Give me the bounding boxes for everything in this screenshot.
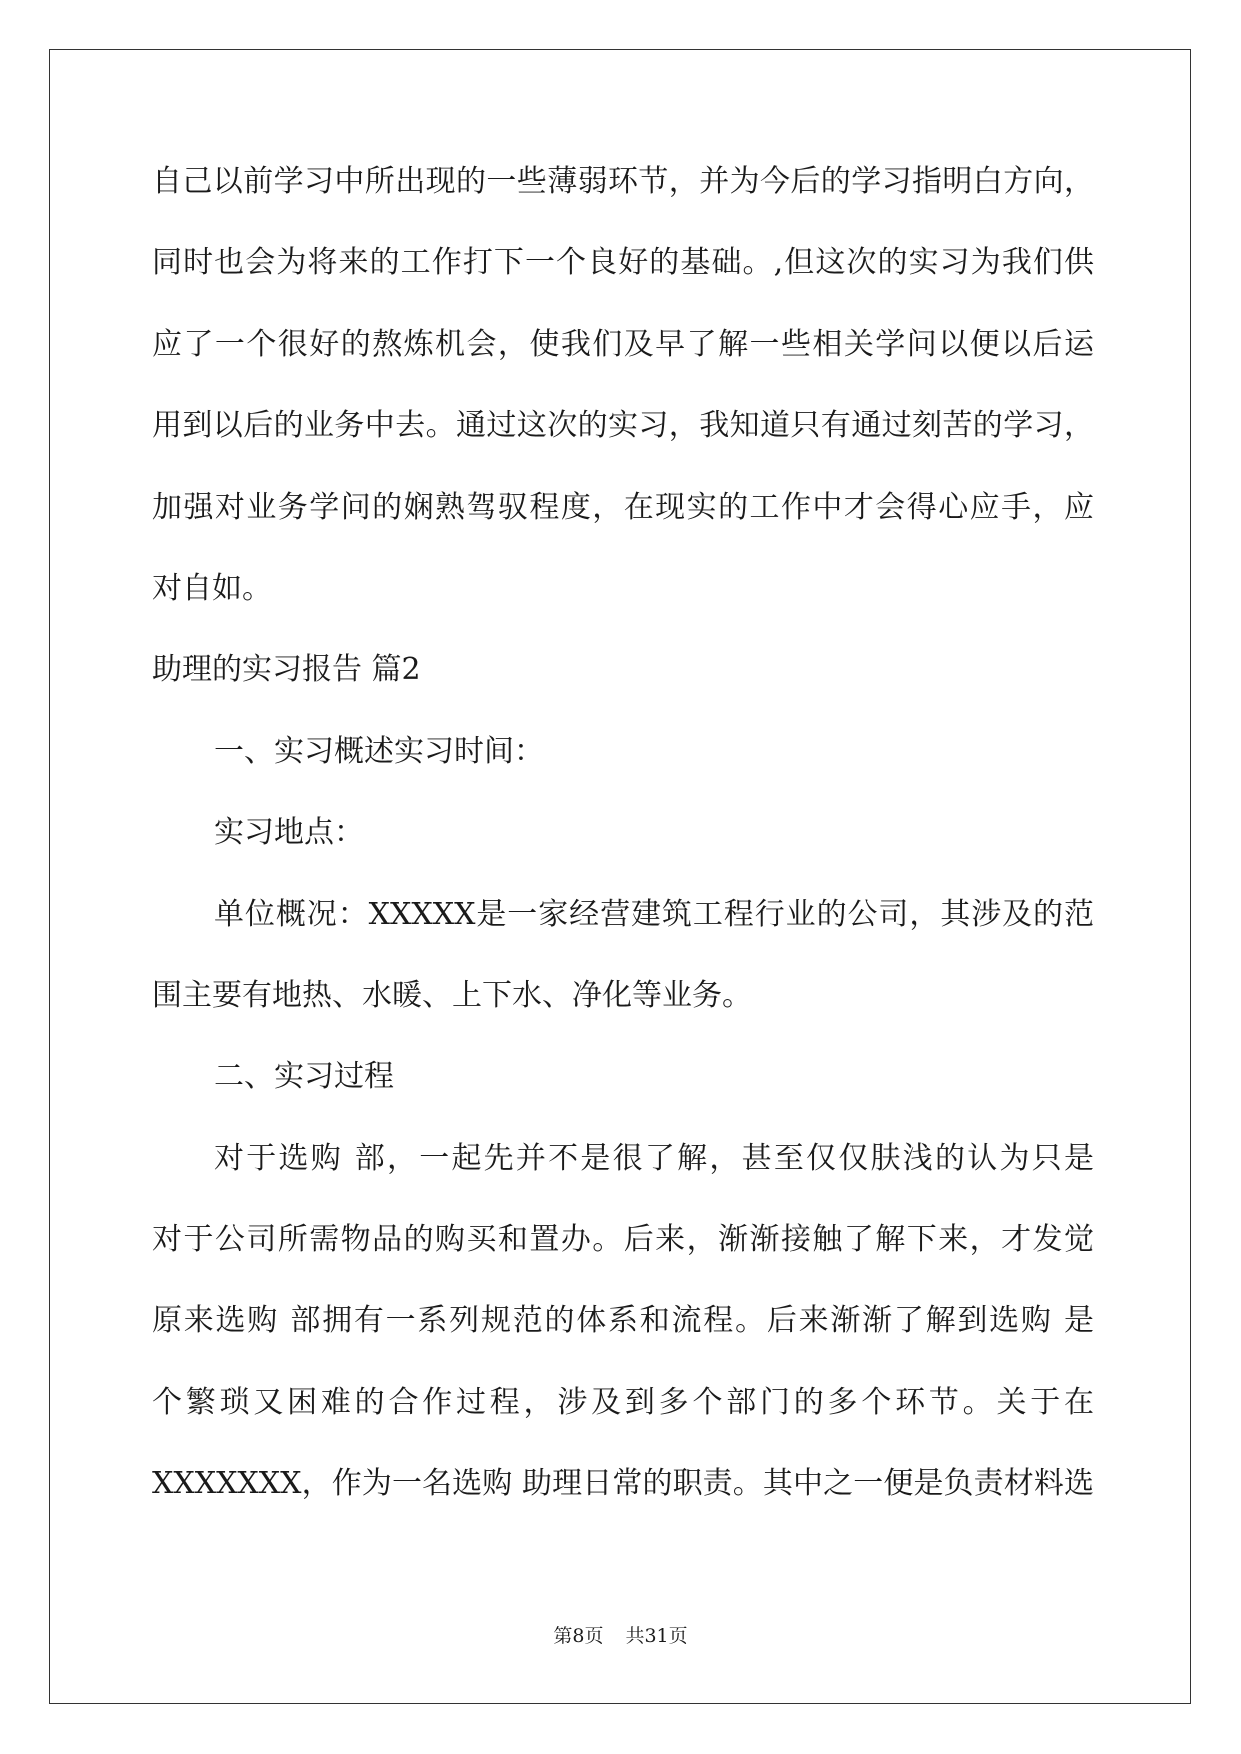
subheading: 一、实习概述实习时间：	[214, 733, 544, 769]
subheading: 二、实习过程	[214, 1059, 394, 1095]
body-line: 用到以后的业务中去。通过这次的实习，我知道只有通过刻苦的学习，	[152, 408, 1094, 444]
document-body	[152, 164, 1094, 1551]
body-line: 应了一个很好的熬炼机会，使我们及早了解一些相关学问以便以后运	[152, 326, 1094, 362]
section-heading: 助理的实习报告 篇2	[152, 652, 421, 688]
body-line: 对于公司所需物品的购买和置办。后来，渐渐接触了解下来，才发觉	[152, 1222, 1094, 1258]
body-line: 个繁琐又困难的合作过程，涉及到多个部门的多个环节。关于在	[152, 1384, 1094, 1420]
body-line: 对自如。	[152, 570, 272, 606]
body-line: 单位概况：XXXXX是一家经营建筑工程行业的公司，其涉及的范	[214, 896, 1094, 932]
page-footer	[0, 1626, 1241, 1646]
body-line: 对于选购 部，一起先并不是很了解，甚至仅仅肤浅的认为只是	[214, 1140, 1094, 1176]
body-line: 同时也会为将来的工作打下一个良好的基础。,但这次的实习为我们供	[152, 245, 1094, 281]
body-line: XXXXXXX，作为一名选购 助理日常的职责。其中之一便是负责材料选	[152, 1466, 1094, 1502]
body-line: 原来选购 部拥有一系列规范的体系和流程。后来渐渐了解到选购 是	[152, 1303, 1094, 1339]
body-line: 自己以前学习中所出现的一些薄弱环节，并为今后的学习指明白方向，	[152, 164, 1094, 199]
page-number: 第8页	[553, 1625, 604, 1647]
body-line: 围主要有地热、水暖、上下水、净化等业务。	[152, 977, 752, 1013]
page-total: 共31页	[625, 1625, 688, 1647]
body-line: 加强对业务学问的娴熟驾驭程度，在现实的工作中才会得心应手，应	[152, 489, 1094, 525]
body-line: 实习地点：	[214, 815, 364, 851]
